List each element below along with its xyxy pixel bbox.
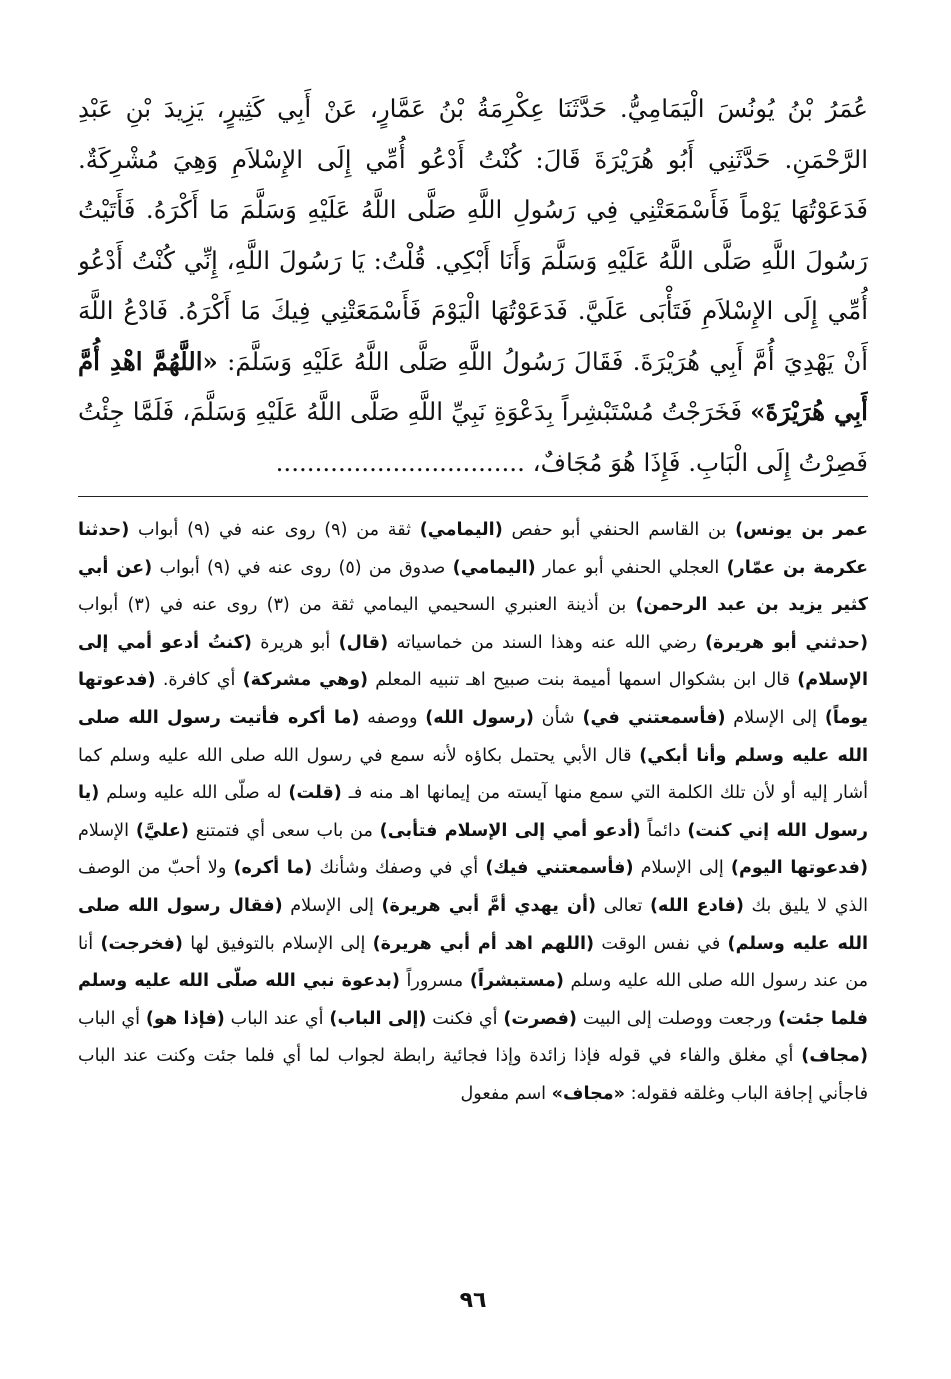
footnote-divider [78, 496, 868, 497]
hadith-continuation: فَخَرَجْتُ مُسْتَبْشِراً بِدَعْوَةِ نَبِيِّ اللَّهِ صَلَّى اللَّهُ عَلَيْهِ وَسَلَّمَ، فَلَمَّا جِئْتُ فَصِرْتُ إِلَى الْبَابِ. فَإِذَا هُوَ مُجَافٌ، [78, 397, 868, 477]
book-page [78, 84, 868, 1334]
commentary-explanation: إلى الإسلام [633, 858, 731, 879]
commentary-quoted-phrase: (قلت) [288, 783, 342, 804]
commentary-explanation: مسروراً [399, 971, 470, 992]
commentary-quoted-phrase: (حدثني أبو هريرة) [705, 632, 868, 653]
commentary-explanation: أي فكنت [426, 1008, 504, 1029]
commentary-explanation: بن القاسم الحنفي أبو حفص [502, 520, 736, 540]
hadith-body: عُمَرُ بْنُ يُونُسَ الْيَمَامِيُّ. حَدَّثَنَا عِكْرِمَةُ بْنُ عَمَّارٍ، عَنْ أَبِي كَثِيرٍ، يَزِيدَ بْنِ عَبْدِ الرَّحْمَنِ. حَدَّثَنِي أَبُو هُرَيْرَةَ قَالَ: كُنْتُ أَدْعُو أُمِّي إِلَى الإِسْلاَمِ وَهِيَ مُشْرِكَةٌ. فَدَعَوْتُهَا يَوْماً فَأَسْمَعَتْنِي فِي رَسُولِ اللَّهِ صَلَّى اللَّهُ عَلَيْهِ وَسَلَّمَ مَا أَكْرَهُ. فَأَتَيْتُ رَسُولَ اللَّهِ صَلَّى اللَّهُ عَلَيْهِ وَسَلَّمَ وَأَنَا أَبْكِي. قُلْتُ: يَا رَسُولَ اللَّهِ، إِنِّي كُنْتُ أَدْعُو أُمِّي إِلَى الإِسْلاَمِ فَتَأْبَى عَلَيَّ. فَدَعَوْتُهَا الْيَوْمَ فَأَسْمَعَتْنِي فِيكَ مَا أَكْرَهُ. فَادْعُ اللَّهَ أَنْ يَهْدِيَ أُمَّ أَبِي هُرَيْرَةَ. فَقَالَ رَسُولُ اللَّهِ صَلَّى اللَّهُ عَلَيْهِ وَسَلَّمَ: [78, 94, 868, 376]
commentary-quoted-phrase: (مجاف) [801, 1046, 868, 1067]
commentary-explanation: أبو هريرة [251, 632, 339, 653]
commentary-quoted-phrase: (فدعوتها اليوم) [730, 858, 868, 879]
commentary-quoted-phrase: (فقال رسول الله صلى الله عليه وسلم) [78, 895, 868, 954]
commentary-quoted-phrase: (فأسمعتني في) [582, 707, 726, 728]
commentary-quoted-phrase: (ما أكره فأتيت رسول الله صلى الله عليه وسلم وأنا أبكي) [78, 707, 868, 766]
commentary-explanation: بن أذينة العنبري السحيمي اليمامي ثقة من (٣) روى عنه في (٣) أبواب [78, 595, 636, 616]
commentary-explanation: تعالى [596, 895, 651, 916]
page-number: ٩٦ [459, 1288, 487, 1313]
commentary-quoted-phrase: (عليَّ) [135, 820, 189, 841]
commentary-explanation: أي كافرة. [155, 670, 243, 691]
commentary-text [78, 512, 868, 1282]
commentary-quoted-phrase: (حدثنا عكرمة بن عمّار) [78, 520, 868, 578]
hadith-text [78, 84, 868, 489]
commentary-quoted-phrase: (فدعوتها يوماً) [78, 670, 868, 728]
commentary-quoted-phrase: (أن يهدي أمَّ أبي هريرة) [381, 895, 597, 916]
commentary-quoted-phrase: (إلى الباب) [329, 1008, 427, 1029]
hadith-quote: «اللَّهُمَّ اهْدِ أُمَّ أَبِي هُرَيْرَةَ» [78, 346, 868, 426]
commentary-quoted-phrase: (قال) [338, 632, 389, 653]
commentary-explanation: دائماً [640, 820, 688, 841]
commentary-quoted-phrase: (بدعوة نبي الله صلّى الله عليه وسلم فلما جئت) [78, 971, 868, 1029]
commentary-quoted-phrase: (مستبشراً) [469, 971, 564, 992]
commentary-explanation: أي عند الباب [224, 1008, 330, 1029]
commentary-quoted-phrase: (فأسمعتني فيك) [485, 858, 634, 879]
commentary-explanation: شأن [533, 707, 583, 728]
commentary-quoted-phrase: «مجاف» [551, 1083, 626, 1104]
commentary-quoted-phrase: (اللهم اهد أم أبي هريرة) [372, 933, 595, 954]
commentary-explanation: قال الأبي يحتمل بكاؤه لأنه سمع في رسول الله صلى الله عليه وسلم كما أشار إليه أو لأن تلك الكلمة التي سمع منها آيسته من إيمانها اهـ منه فـ [78, 745, 868, 804]
commentary-explanation: إلى الإسلام [282, 895, 382, 916]
commentary-quoted-phrase: (اليمامي) [452, 557, 536, 578]
commentary-quoted-phrase: (عن أبي كثير يزيد بن عبد الرحمن) [78, 557, 868, 616]
commentary-quoted-phrase: (فخرجت) [100, 933, 183, 954]
commentary-explanation: صدوق من (٥) روى عنه في (٩) أبواب [152, 557, 453, 578]
commentary-explanation: أي مغلق والفاء في قوله فإذا زائدة وإذا فجائية رابطة لجواب لما أي فلما جئت وكنت عند الباب فاجأني إجافة الباب وغلقه فقوله: [78, 1046, 868, 1104]
commentary-quoted-phrase: (فادع الله) [650, 895, 744, 916]
commentary-quoted-phrase: (اليمامي) [419, 520, 503, 540]
commentary-quoted-phrase: (فصرت) [503, 1008, 577, 1029]
hadith-ellipsis: ................................ [275, 447, 525, 477]
commentary-quoted-phrase: (يا رسول الله إني كنت) [78, 783, 868, 841]
commentary-explanation: اسم مفعول [460, 1083, 552, 1104]
commentary-quoted-phrase: عمر بن يونس) [735, 520, 868, 540]
commentary-explanation: قال ابن بشكوال اسمها أميمة بنت صبيح اهـ تنبيه المعلم [368, 670, 798, 691]
commentary-quoted-phrase: (فإذا هو) [145, 1008, 225, 1029]
commentary-quoted-phrase: (وهي مشركة) [242, 670, 369, 691]
commentary-explanation: إلى الإسلام [725, 707, 825, 728]
commentary-quoted-phrase: (أدعو أمي إلى الإسلام فتأبى) [379, 820, 641, 841]
commentary-quoted-phrase: (كنتُ أدعو أمي إلى الإسلام) [78, 632, 868, 691]
commentary-explanation: العجلي الحنفي أبو عمار [535, 557, 727, 578]
commentary-explanation: الإسلام [78, 820, 136, 841]
commentary-explanation: أي الباب [78, 1008, 146, 1029]
commentary-explanation: له صلّى الله عليه وسلم [99, 783, 289, 804]
commentary-quoted-phrase: (ما أكره) [233, 858, 313, 879]
commentary-explanation: رضي الله عنه وهذا السند من خماسياته [388, 632, 705, 653]
commentary-explanation: ولا أحبّ من الوصف الذي لا يليق بك [78, 858, 868, 916]
commentary-explanation: ووصفه [359, 707, 426, 728]
commentary-explanation: أي في وصفك وشأنك [312, 858, 486, 879]
commentary-explanation: في نفس الوقت [594, 933, 728, 954]
commentary-explanation: من باب سعى أي فتمتنع [188, 820, 380, 841]
commentary-quoted-phrase: (رسول الله) [425, 707, 534, 728]
commentary-explanation: ثقة من (٩) روى عنه في (٩) أبواب [129, 520, 420, 540]
commentary-explanation: ورجعت ووصلت إلى البيت [576, 1008, 778, 1029]
commentary-explanation: إلى الإسلام بالتوفيق لها [182, 933, 373, 954]
commentary-explanation: أنا من عند رسول الله صلى الله عليه وسلم [78, 933, 868, 992]
